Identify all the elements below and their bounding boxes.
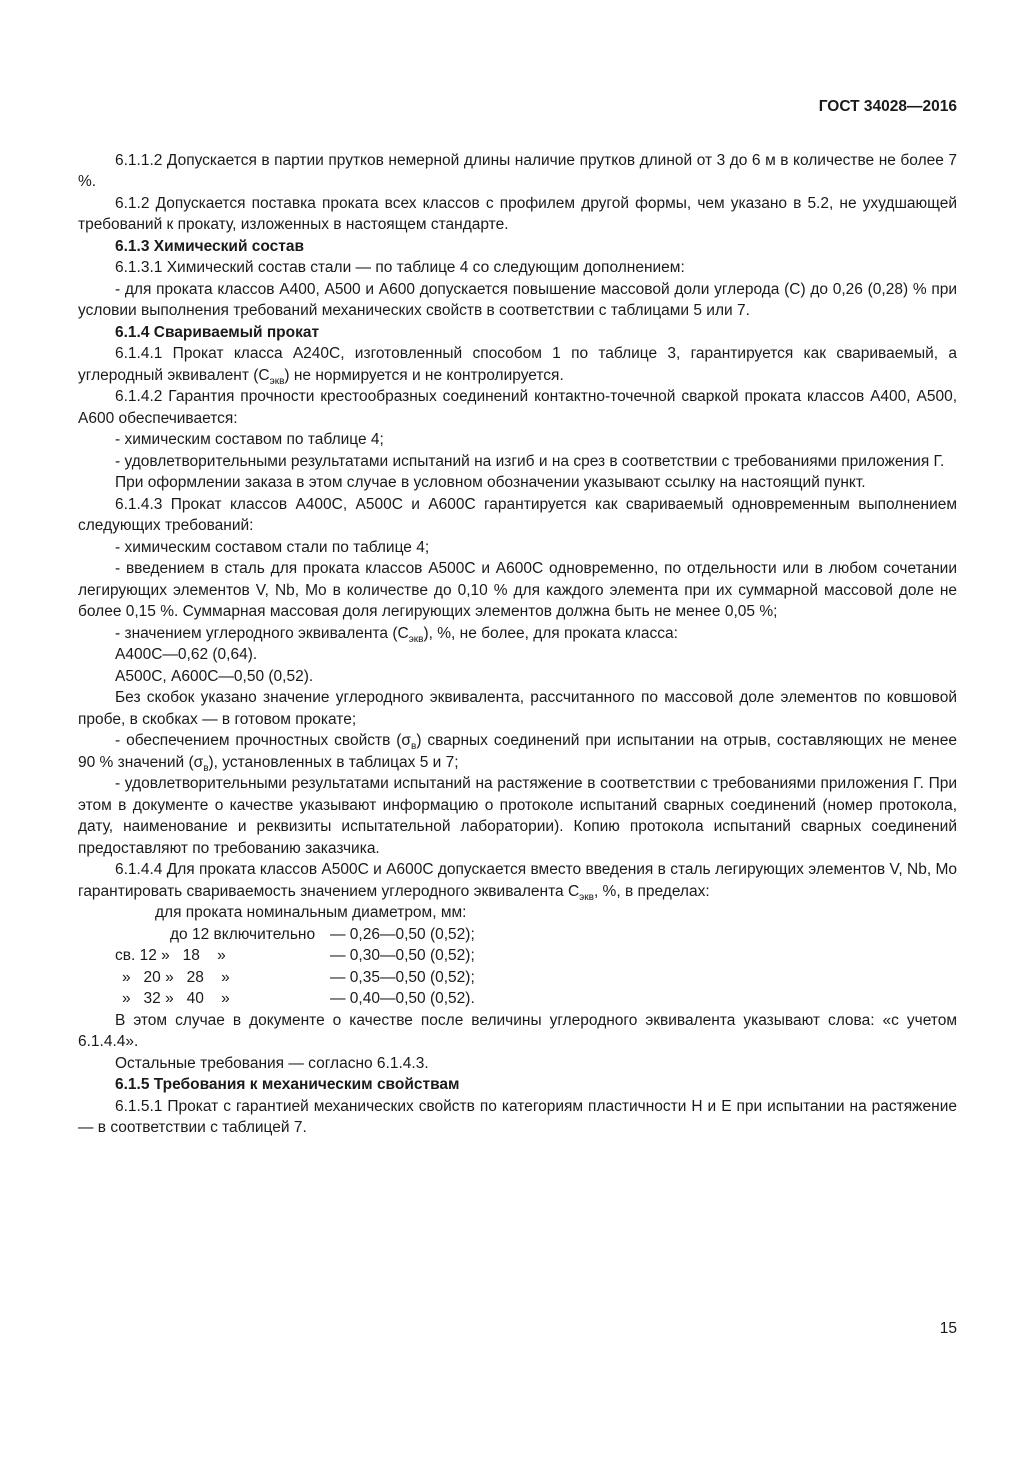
paragraph — [78, 257, 957, 279]
text-run: 6.1.3.1 Химический состав стали — по таблице 4 со следующим дополнением: — [115, 259, 685, 276]
paragraph — [78, 644, 957, 666]
paragraph — [78, 902, 957, 924]
text-run: ), установленных в таблицах 5 и 7; — [208, 753, 459, 771]
paragraph — [78, 537, 957, 559]
carbon-equivalent-range: — 0,35—0,50 (0,52); — [330, 968, 475, 986]
text-run: - удовлетворительными результатами испытаний на растяжение в соответствии с требованиями приложения Г. При этом в документе о качестве указывают информацию о протоколе испытаний сварных соединений (номер протокола, дату, наименование и реквизиты испытательной лаборатории). Копию протокола испытаний сварных соединений предоставляют по требованию заказчика. — [78, 775, 957, 857]
text-run: 6.1.4 Свариваемый прокат — [115, 323, 320, 341]
text-run: В этом случае в документе о качестве после величины углеродного эквивалента указывают слова: «с учетом 6.1.4.4». — [78, 1011, 957, 1050]
diameter-range-row — [78, 924, 957, 946]
text-run: ), %, не более, для проката класса: — [423, 624, 678, 642]
diameter-label: » 32 » 40 » — [122, 990, 230, 1007]
section-heading — [78, 322, 957, 344]
text-run: - значением углеродного эквивалента (С — [115, 624, 409, 642]
text-run: 6.1.3 Химический состав — [115, 237, 305, 255]
text-run: 6.1.5.1 Прокат с гарантией механических свойств по категориям пластичности Н и Е при испытании на растяжение — в соответствии с таблицей 7. — [78, 1097, 957, 1136]
paragraph — [78, 193, 957, 236]
paragraph — [78, 343, 957, 386]
document-header — [78, 96, 957, 118]
text-run: А400С—0,62 (0,64). — [115, 646, 258, 663]
paragraph — [78, 1010, 957, 1053]
diameter-label: до 12 включительно — [170, 925, 316, 943]
diameter-range-row — [78, 988, 957, 1010]
paragraph — [78, 1096, 957, 1139]
diameter-range-row — [78, 945, 957, 967]
diameter-label: св. 12 » 18 » — [115, 947, 226, 964]
paragraph — [78, 279, 957, 322]
doc-number: ГОСТ 34028—2016 — [818, 98, 957, 115]
text-run: При оформлении заказа в этом случае в условном обозначении указывают ссылку на настоящий пункт. — [115, 474, 866, 491]
paragraph — [78, 386, 957, 429]
diameter-range-list — [78, 924, 957, 1010]
text-run: 6.1.4.4 Для проката классов А500С и А600С допускается вместо введения в сталь легирующих элементов V, Nb, Mo гарантировать свариваемость значением углеродного эквивалента С — [78, 861, 957, 900]
paragraph — [78, 494, 957, 537]
text-run: 6.1.4.1 Прокат класса А240С, изготовленный способом 1 по таблице 3, гарантируется как свариваемый, а углеродный эквивалент (С — [78, 345, 957, 384]
paragraph — [78, 623, 957, 645]
subscript-text: экв — [269, 375, 285, 387]
page-footer — [940, 1318, 957, 1340]
text-run: ) не нормируется и не контролируется. — [284, 366, 564, 384]
paragraph — [78, 773, 957, 859]
text-run: - химическим составом по таблице 4; — [115, 431, 384, 448]
carbon-equivalent-range: — 0,30—0,50 (0,52); — [330, 947, 475, 964]
text-run: Остальные требования — согласно 6.1.4.3. — [115, 1054, 429, 1072]
paragraph — [78, 472, 957, 494]
subscript-text: в — [203, 762, 209, 774]
section-heading — [78, 236, 957, 258]
text-run: ) сварных соединений при испытании на отрыв, составляющих не менее 90 % значений (σ — [78, 732, 957, 771]
page-number: 15 — [939, 1320, 957, 1337]
text-run: 6.1.1.2 Допускается в партии прутков немерной длины наличие прутков длиной от 3 до 6 м в количестве не более 7 %. — [78, 151, 957, 190]
document-paragraphs — [78, 150, 957, 1139]
carbon-equivalent-range: — 0,26—0,50 (0,52); — [330, 925, 475, 943]
text-run: 6.1.5 Требования к механическим свойствам — [115, 1076, 460, 1093]
paragraph — [78, 859, 957, 902]
paragraph — [78, 429, 957, 451]
paragraph — [78, 451, 957, 473]
text-run: - удовлетворительными результатами испытаний на изгиб и на срез в соответствии с требованиями приложения Г. — [115, 452, 945, 470]
text-run: для проката номинальным диаметром, мм: — [155, 904, 467, 921]
text-run: А500С, А600С—0,50 (0,52). — [115, 667, 314, 685]
text-run: 6.1.4.3 Прокат классов А400С, А500С и А600С гарантируется как свариваемый одновременным выполнением следующих требований: — [78, 495, 957, 534]
text-run: Без скобок указано значение углеродного эквивалента, рассчитанного по массовой доле элементов по ковшовой пробе, в скобках — в готовом прокате; — [78, 689, 957, 728]
paragraph — [78, 150, 957, 193]
text-run: - обеспечением прочностных свойств (σ — [115, 732, 411, 749]
paragraph — [78, 666, 957, 688]
subscript-text: в — [411, 741, 417, 753]
text-run: 6.1.2 Допускается поставка проката всех классов с профилем другой формы, чем указано в 5.2, не ухудшающей требований к прокату, изложенных в настоящем стандарте. — [78, 194, 957, 233]
text-run: - для проката классов А400, А500 и А600 допускается повышение массовой доли углерода (С) до 0,26 (0,28) % при условии выполнения требований механических свойств в соответствии с таблицами 5 или 7. — [78, 280, 957, 319]
text-run: , %, в пределах: — [593, 882, 710, 900]
paragraph — [78, 687, 957, 730]
diameter-label: » 20 » 28 » — [122, 968, 230, 986]
paragraph — [78, 1053, 957, 1075]
section-heading — [78, 1074, 957, 1096]
text-run: 6.1.4.2 Гарантия прочности крестообразных соединений контактно-точечной сваркой проката классов А400, А500, А600 обеспечивается: — [78, 388, 957, 427]
text-run: - введением в сталь для проката классов А500С и А600С одновременно, по отдельности или в любом сочетании легирующих элементов V, Nb, Mo в количестве до 0,10 % для каждого элемента при их суммарной массовой доле не более 0,15 %. Суммарная массовая доля легирующих элементов должна быть не менее 0,05 %; — [78, 560, 957, 620]
diameter-range-row — [78, 967, 957, 989]
paragraph — [78, 730, 957, 773]
paragraph — [78, 558, 957, 623]
text-run: - химическим составом стали по таблице 4; — [115, 538, 430, 556]
carbon-equivalent-range: — 0,40—0,50 (0,52). — [330, 990, 475, 1007]
subscript-text: экв — [579, 891, 594, 903]
subscript-text: экв — [408, 633, 424, 645]
